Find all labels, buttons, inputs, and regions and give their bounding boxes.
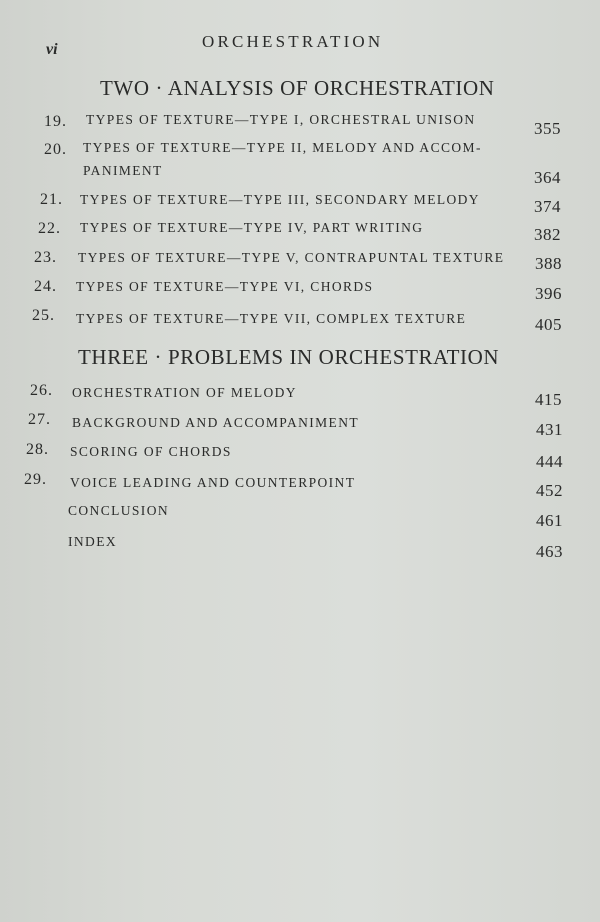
chapter-number: 20. <box>44 141 67 158</box>
page-folio: vi <box>46 41 58 58</box>
page-number: 405 <box>535 315 562 334</box>
running-head: ORCHESTRATION <box>202 32 384 51</box>
chapter-title: BACKGROUND AND ACCOMPANIMENT <box>72 415 359 430</box>
chapter-number: 23. <box>34 249 57 266</box>
page-number: 364 <box>534 168 561 187</box>
chapter-title: TYPES OF TEXTURE—TYPE I, ORCHESTRAL UNISON <box>86 112 476 127</box>
chapter-number: 29. <box>24 471 47 488</box>
chapter-title: TYPES OF TEXTURE—TYPE V, CONTRAPUNTAL TEXTURE <box>78 250 505 265</box>
chapter-title: TYPES OF TEXTURE—TYPE III, SECONDARY MELODY <box>80 192 480 207</box>
page-number: 431 <box>536 420 563 439</box>
chapter-number: 22. <box>38 220 61 237</box>
chapter-title: TYPES OF TEXTURE—TYPE VII, COMPLEX TEXTURE <box>76 311 467 326</box>
back-matter-title: CONCLUSION <box>68 503 170 518</box>
chapter-title: TYPES OF TEXTURE—TYPE VI, CHORDS <box>76 279 374 294</box>
page-number: 388 <box>535 254 562 273</box>
page-number: 461 <box>536 511 563 530</box>
chapter-title: TYPES OF TEXTURE—TYPE IV, PART WRITING <box>80 220 424 235</box>
page-number: 452 <box>536 481 563 500</box>
chapter-title: ORCHESTRATION OF MELODY <box>72 385 297 400</box>
chapter-number: 19. <box>44 113 67 130</box>
chapter-number: 25. <box>32 307 55 324</box>
part-three-heading: THREE · PROBLEMS IN ORCHESTRATION <box>78 345 500 369</box>
page-number: 444 <box>536 452 563 471</box>
chapter-number: 21. <box>40 191 63 208</box>
chapter-title-continued: PANIMENT <box>83 163 163 178</box>
chapter-title: SCORING OF CHORDS <box>70 444 232 459</box>
page-number: 355 <box>534 119 561 138</box>
chapter-number: 27. <box>28 411 51 428</box>
back-matter-title: INDEX <box>68 534 117 549</box>
page-number: 396 <box>535 284 562 303</box>
chapter-number: 28. <box>26 441 49 458</box>
chapter-number: 24. <box>34 278 57 295</box>
page-number: 382 <box>534 225 561 244</box>
page-number: 415 <box>535 390 562 409</box>
chapter-title: VOICE LEADING AND COUNTERPOINT <box>70 475 356 490</box>
chapter-title: TYPES OF TEXTURE—TYPE II, MELODY AND ACCOM- <box>83 140 482 155</box>
part-two-heading: TWO · ANALYSIS OF ORCHESTRATION <box>100 76 495 100</box>
chapter-number: 26. <box>30 382 53 399</box>
page-number: 463 <box>536 542 563 561</box>
page-number: 374 <box>534 197 561 216</box>
